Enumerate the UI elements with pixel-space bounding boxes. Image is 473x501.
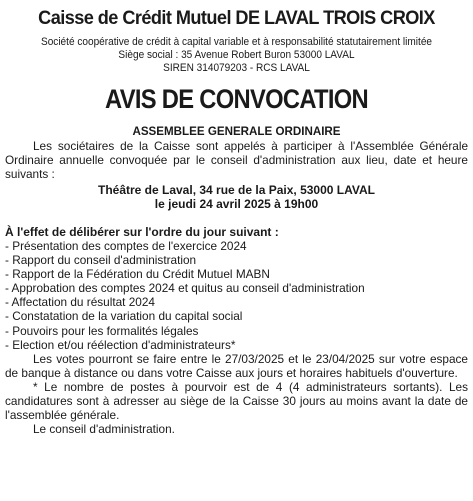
agenda-item: - Rapport du conseil d'administration — [5, 253, 197, 268]
agenda-item: - Constatation de la variation du capital social — [5, 309, 243, 324]
agenda-item: - Rapport de la Fédération du Crédit Mutuel MABN — [5, 267, 270, 282]
head-office-address: Siège social : 35 Avenue Robert Buron 53000 LAVAL — [118, 49, 355, 61]
agenda-item: - Election et/ou réélection d'administrateurs* — [5, 337, 236, 352]
notice-title: AVIS DE CONVOCATION — [105, 84, 368, 114]
agenda-item: - Affectation du résultat 2024 — [5, 295, 155, 310]
assembly-type: ASSEMBLEE GENERALE ORDINAIRE — [132, 125, 341, 138]
venue-datetime: le jeudi 24 avril 2025 à 19h00 — [154, 197, 319, 211]
company-legal-form: Société coopérative de crédit à capital variable et à responsabilité statutairement limitée — [40, 36, 433, 48]
votes-paragraph: Les votes pourront se faire entre le 27/03/2025 et le 23/04/2025 sur votre espace de banque à distance ou dans votre Caisse aux jours et horaires habituels d'ouverture. — [5, 351, 468, 380]
signature: Le conseil d'administration. — [33, 421, 175, 436]
agenda-item: - Approbation des comptes 2024 et quitus au conseil d'administration — [5, 281, 365, 296]
agenda-heading: À l'effet de délibérer sur l'ordre du jour suivant : — [5, 225, 279, 239]
agenda-list — [5, 239, 468, 352]
agenda-item: - Pouvoirs pour les formalités légales — [5, 323, 199, 338]
siren-rcs: SIREN 314079203 - RCS LAVAL — [163, 62, 310, 74]
agenda-item: - Présentation des comptes de l'exercice 2024 — [5, 239, 247, 253]
organization-title: Caisse de Crédit Mutuel DE LAVAL TROIS CROIX — [38, 7, 435, 29]
candidates-note: * Le nombre de postes à pourvoir est de 4 (4 administrateurs sortants). Les candidatures sont à adresser au siège de la Caisse 30 jours au moins avant la date de l'assemblée générale. — [5, 379, 468, 422]
venue-location: Théâtre de Laval, 34 rue de la Paix, 53000 LAVAL — [97, 183, 375, 197]
intro-paragraph: Les sociétaires de la Caisse sont appelés à participer à l'Assemblée Générale Ordinaire annuelle convoquée par le conseil d'administration aux lieu, date et heure suivants : — [5, 139, 468, 181]
